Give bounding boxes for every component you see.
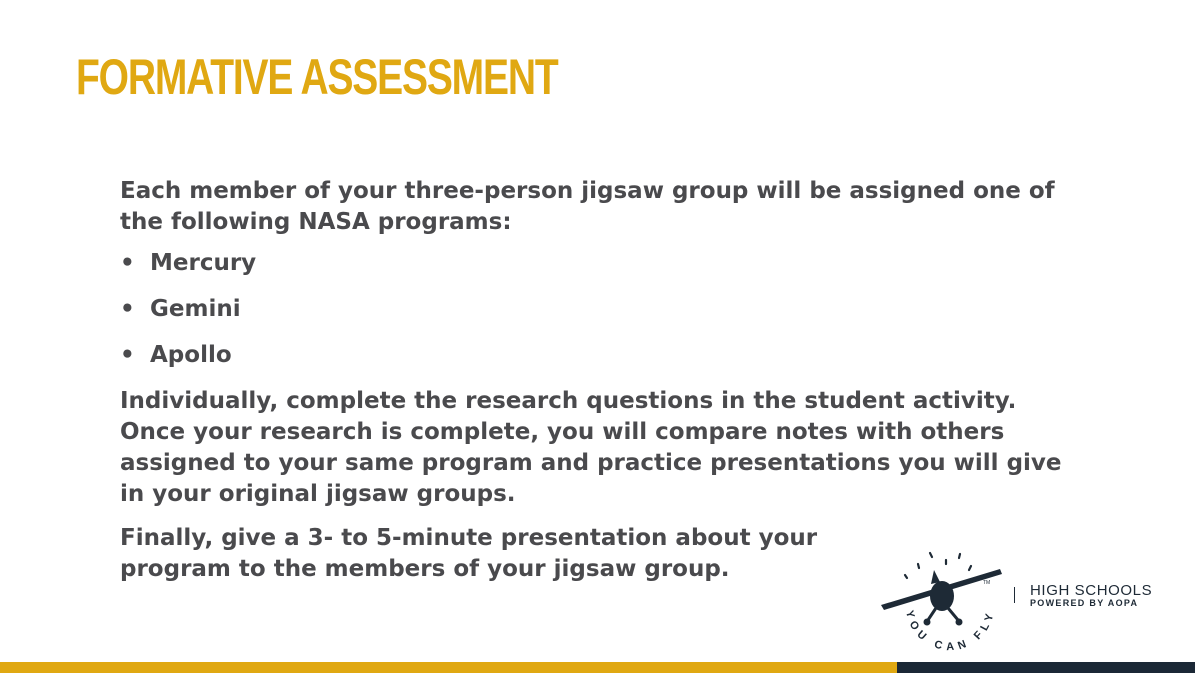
- program-item-gemini: [120, 294, 1080, 325]
- footer-bar-navy: [897, 662, 1195, 673]
- bullet-icon: •: [120, 250, 135, 276]
- airplane-icon: [876, 540, 1011, 662]
- you-can-fly-logo: [876, 540, 1166, 662]
- trademark-mark: TM: [983, 580, 991, 586]
- logo-arc-text: YOU CAN FLY: [903, 607, 998, 654]
- slide-body: [120, 176, 1080, 585]
- program-list: [120, 248, 1080, 371]
- footer-bar-gold: [0, 662, 897, 673]
- program-item-mercury: [120, 248, 1080, 279]
- logo-divider: [1014, 587, 1015, 603]
- bullet-icon: •: [120, 342, 135, 368]
- svg-text:YOU CAN FLY: [903, 608, 997, 653]
- research-paragraph: Individually, complete the research questions in the student activity. Once your research is complete, you will compare notes with others assigned to your same program and practice presentations you will give in your original jigsaw groups.: [120, 388, 1062, 507]
- program-label: Apollo: [150, 342, 232, 368]
- program-label: Mercury: [150, 250, 257, 276]
- program-item-apollo: [120, 340, 1080, 371]
- program-label: Gemini: [150, 296, 241, 322]
- logo-powered-by: POWERED BY AOPA: [1030, 598, 1139, 608]
- slide-title: FORMATIVE ASSESSMENT: [76, 49, 558, 105]
- intro-paragraph: Each member of your three-person jigsaw group will be assigned one of the following NASA programs:: [120, 178, 1055, 235]
- logo-high-schools: HIGH SCHOOLS: [1030, 582, 1153, 599]
- final-paragraph-line-2: program to the members of your jigsaw group.: [120, 556, 730, 582]
- bullet-icon: •: [120, 296, 135, 322]
- final-paragraph-line-1: Finally, give a 3- to 5-minute presentation about your: [120, 525, 818, 551]
